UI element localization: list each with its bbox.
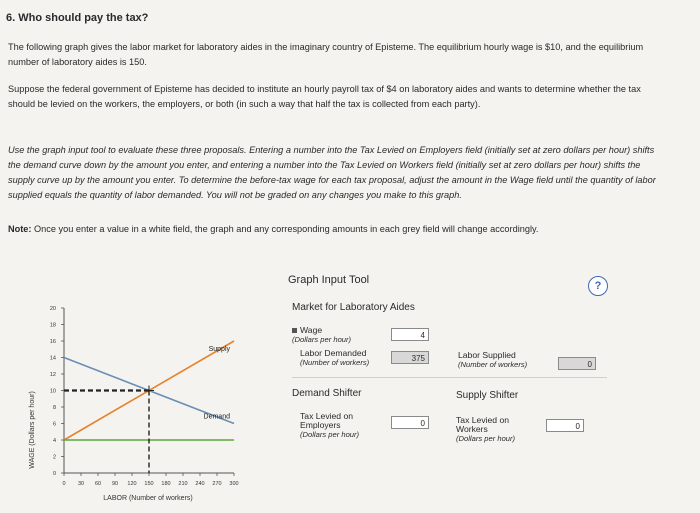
help-icon[interactable]: ? — [588, 276, 608, 296]
tax-workers-label-1: Tax Levied on — [456, 415, 510, 425]
tax-workers-label-2: Workers — [456, 424, 488, 434]
tax-paragraph: Suppose the federal government of Episteme has decided to institute an hourly payroll tax of $4 on laboratory aides and wants to determine whether the tax should be levied on the workers, the employers, or both (in such a way that half the tax is collected from each party). — [8, 84, 641, 109]
labor-demanded-unit: (Number of workers) — [300, 358, 370, 367]
demand-shifter-title: Demand Shifter — [292, 388, 362, 399]
labor-supplied-field: 0 — [558, 357, 596, 370]
divider — [292, 377, 607, 378]
x-tick-label: 120 — [127, 481, 137, 487]
labor-demanded-label: Labor Demanded — [300, 348, 367, 358]
labor-demanded-field: 375 — [391, 351, 429, 364]
wage-input[interactable]: 4 — [391, 328, 429, 341]
tax-employers-label-1: Tax Levied on — [300, 411, 354, 421]
tax-employers-unit: (Dollars per hour) — [300, 430, 360, 439]
wage-marker-icon — [292, 328, 297, 333]
wage-label: Wage — [300, 325, 323, 335]
x-tick-label: 300 — [229, 481, 239, 487]
wage-unit: (Dollars per hour) — [292, 335, 352, 344]
x-tick-label: 90 — [111, 481, 119, 487]
intro-paragraph: The following graph gives the labor market for laboratory aides in the imaginary country of Episteme. The equilibrium hourly wage is $10, and the equilibrium number of laboratory aides is 150. — [8, 42, 644, 67]
tax-employers-label-2: Employers — [300, 420, 341, 430]
x-tick-label: 210 — [178, 481, 188, 487]
tax-employers-group — [300, 412, 359, 439]
note-label: Note: — [8, 224, 32, 234]
x-tick-label: 60 — [94, 481, 102, 487]
chart-curves — [64, 341, 234, 473]
tax-workers-group — [456, 416, 515, 443]
x-tick-label: 240 — [195, 481, 205, 487]
y-tick-label: 14 — [49, 355, 56, 362]
y-tick-label: 0 — [52, 471, 56, 477]
y-tick-label: 16 — [49, 339, 56, 345]
note-text: Once you enter a value in a white field, the graph and any corresponding amounts in each grey field will change accordingly. — [31, 224, 539, 234]
tax-employers-input[interactable]: 0 — [391, 416, 429, 429]
instructions-paragraph: Use the graph input tool to evaluate these three proposals. Entering a number into the Tax Levied on Employers field (initially set at zero dollars per hour) shifts the demand curve down by the amount you enter, and entering a number into the Tax Levied on Workers field (initially set at zero dollars per hour) shifts the supply curve up by the amount you enter. To determine the before-tax wage for each tax proposal, adjust the amount in the Wage field until the quantity of labor supplied equals the quantity of labor demanded. You will not be graded on any changes you make to this graph. — [8, 145, 656, 200]
x-tick-label: 270 — [212, 481, 222, 487]
x-tick-label: 180 — [161, 481, 171, 487]
graph-input-tool — [278, 262, 618, 452]
tool-title: Graph Input Tool — [288, 274, 370, 286]
labor-supplied-group — [458, 351, 527, 369]
tax-workers-unit: (Dollars per hour) — [456, 434, 516, 443]
x-tick-label: 150 — [144, 481, 154, 487]
supply-shifter-title: Supply Shifter — [456, 390, 519, 401]
x-tick-label: 0 — [62, 481, 66, 487]
labor-demanded-group — [300, 349, 369, 367]
note-paragraph — [8, 222, 668, 237]
y-tick-label: 20 — [49, 306, 56, 312]
y-tick-label: 4 — [52, 438, 56, 444]
market-title: Market for Laboratory Aides — [292, 302, 415, 313]
y-tick-label: 12 — [49, 372, 56, 378]
wage-label-group — [292, 326, 351, 344]
labor-supplied-label: Labor Supplied — [458, 350, 516, 360]
y-tick-label: 6 — [52, 421, 56, 428]
y-tick-label: 2 — [52, 454, 56, 461]
x-tick-label: 30 — [77, 481, 85, 487]
question-title: 6. Who should pay the tax? — [6, 12, 149, 24]
y-axis-label: WAGE (Dollars per hour) — [29, 391, 36, 469]
series-label: Supply — [208, 346, 230, 353]
y-tick-label: 18 — [49, 322, 56, 329]
labor-market-chart[interactable] — [22, 288, 242, 508]
tax-workers-input[interactable]: 0 — [546, 419, 584, 432]
labor-supplied-unit: (Number of workers) — [458, 360, 528, 369]
y-tick-label: 8 — [52, 405, 56, 411]
x-axis-label: LABOR (Number of workers) — [103, 495, 193, 502]
y-tick-label: 10 — [49, 388, 56, 395]
series-label: Demand — [203, 413, 230, 421]
chart-ticks — [50, 306, 239, 487]
